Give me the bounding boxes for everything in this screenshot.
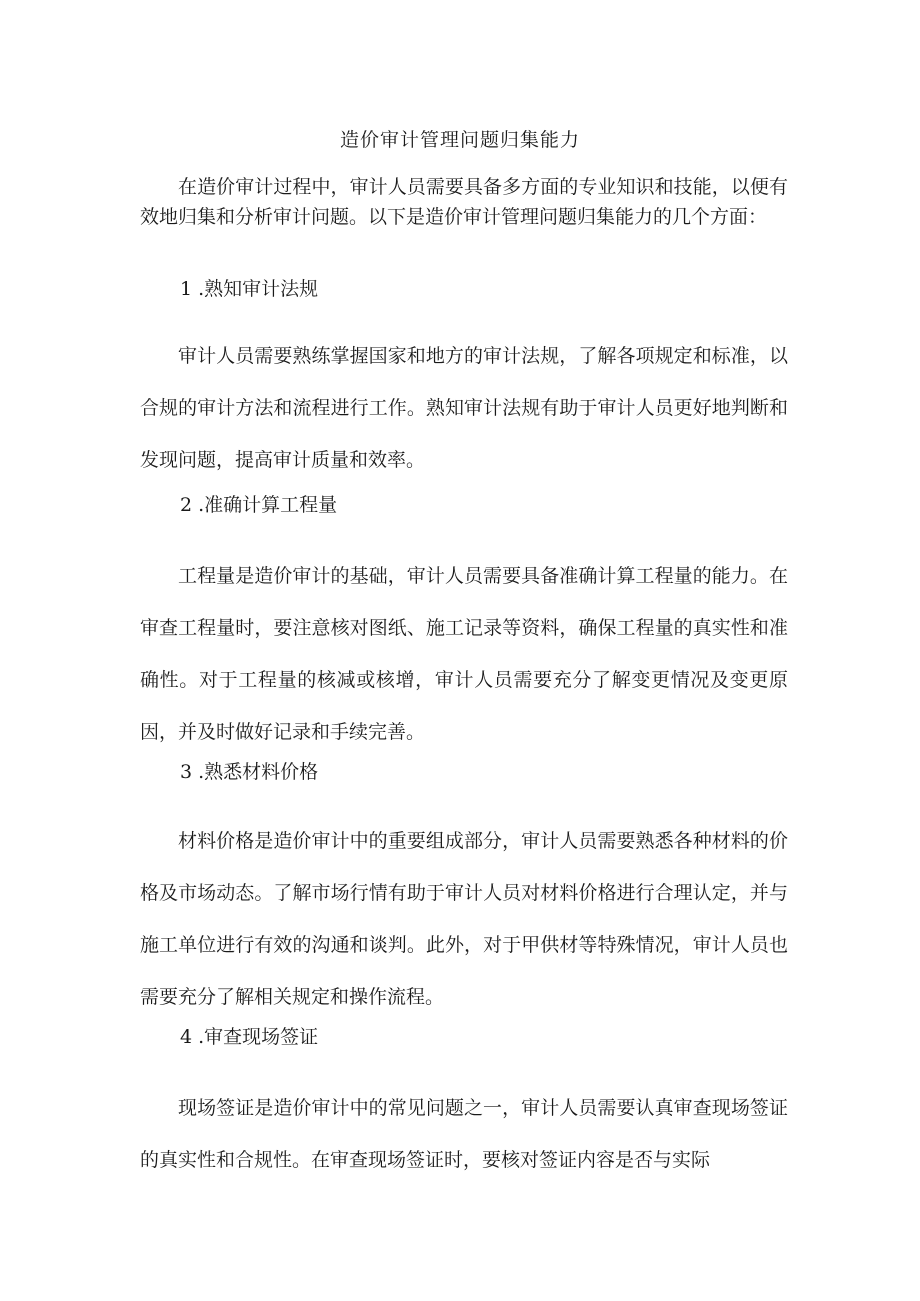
section-4-body: 现场签证是造价审计中的常见问题之一，审计人员需要认真审查现场签证的真实性和合规性。在审查现场签证时，要核对签证内容是否与实际 xyxy=(140,1097,788,1171)
section-1-body: 审计人员需要熟练掌握国家和地方的审计法规，了解各项规定和标准，以合规的审计方法和流程进行工作。熟知审计法规有助于审计人员更好地判断和发现问题，提高审计质量和效率。 xyxy=(140,345,788,471)
section-3-body: 材料价格是造价审计中的重要组成部分，审计人员需要熟悉各种材料的价格及市场动态。了解市场行情有助于审计人员对材料价格进行合理认定，并与施工单位进行有效的沟通和谈判。此外，对于甲供材等特殊情况，审计人员也需要充分了解相关规定和操作流程。 xyxy=(140,830,788,1008)
section-3-heading: 3 .熟悉材料价格 xyxy=(180,761,319,783)
section-2-heading: 2 .准确计算工程量 xyxy=(180,494,338,516)
section-2-body: 工程量是造价审计的基础，审计人员需要具备准确计算工程量的能力。在审查工程量时，要注意核对图纸、施工记录等资料，确保工程量的真实性和准确性。对于工程量的核减或核增，审计人员需要充分了解变更情况及变更原因，并及时做好记录和手续完善。 xyxy=(140,565,788,743)
document-title: 造价审计管理问题归集能力 xyxy=(339,129,580,151)
section-4-heading: 4 .审查现场签证 xyxy=(180,1026,319,1048)
intro-paragraph: 在造价审计过程中，审计人员需要具备多方面的专业知识和技能，以便有效地归集和分析审计问题。以下是造价审计管理问题归集能力的几个方面： xyxy=(140,176,788,228)
section-1-heading: 1 .熟知审计法规 xyxy=(180,278,319,300)
